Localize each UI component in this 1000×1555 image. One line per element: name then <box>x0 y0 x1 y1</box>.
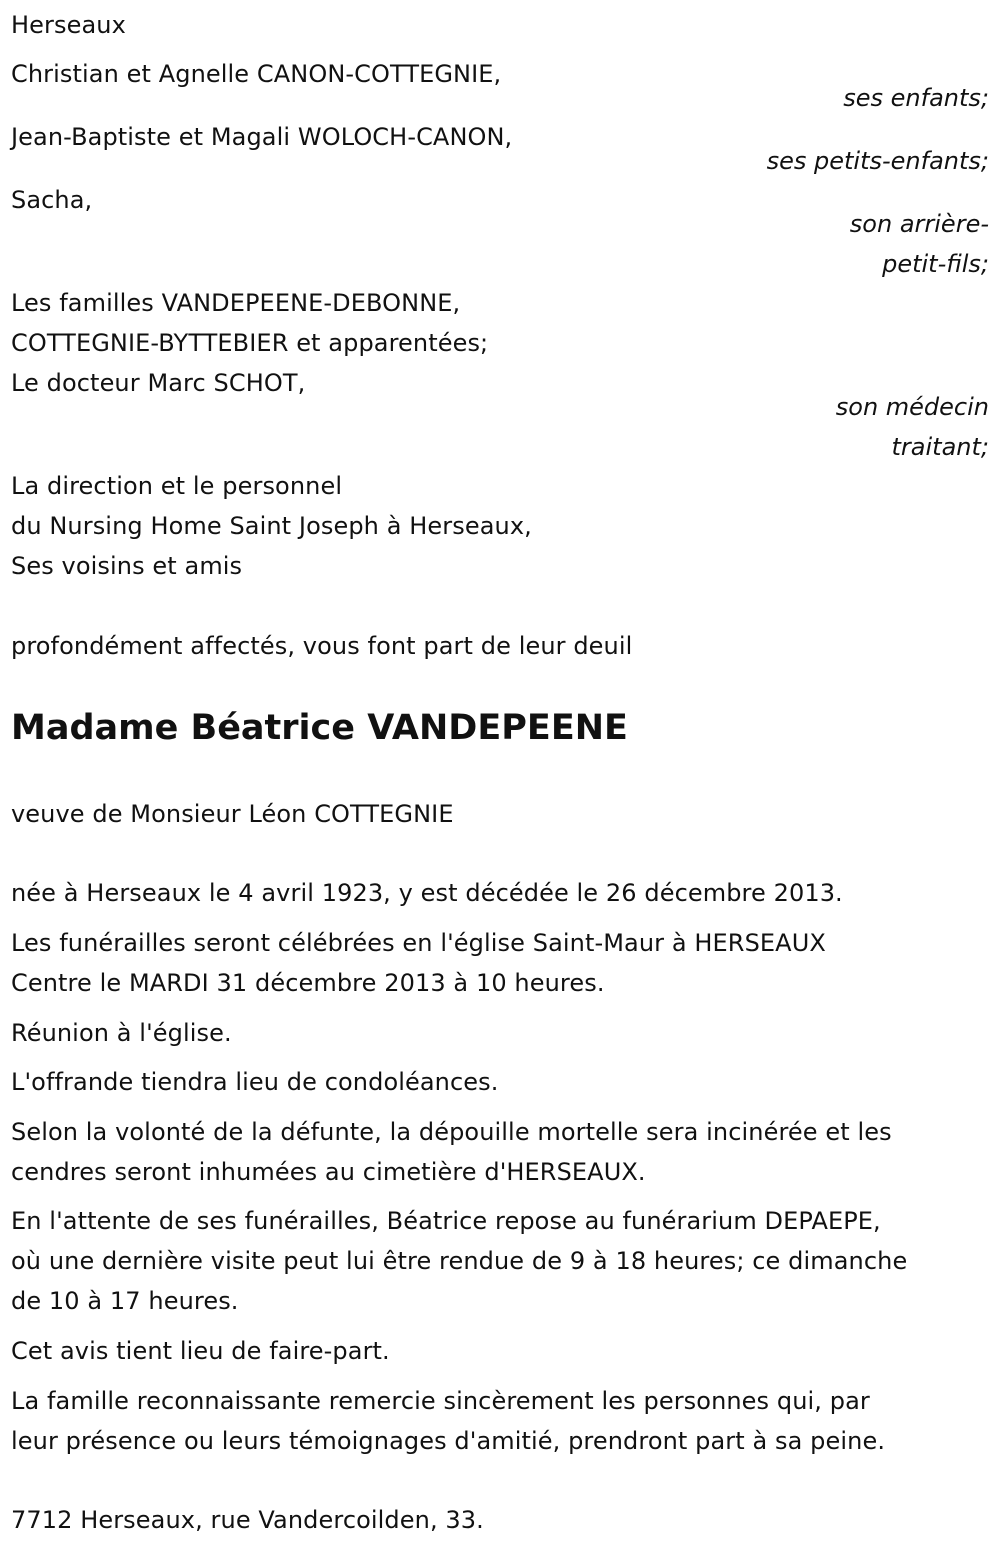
notice: Cet avis tient lieu de faire-part. <box>11 1337 390 1365</box>
announcement: profondément affectés, vous font part de leur deuil <box>11 632 633 660</box>
funeral-line-1: Les funérailles seront célébrées en l'église Saint-Maur à HERSEAUX <box>11 929 826 957</box>
children-relation: ses enfants; <box>843 84 989 112</box>
birth-death: née à Herseaux le 4 avril 1923, y est décédée le 26 décembre 2013. <box>11 879 843 907</box>
doctor-relation-line1: son médecin <box>835 393 989 421</box>
address: 7712 Herseaux, rue Vandercoilden, 33. <box>11 1506 484 1534</box>
deceased-name: Madame Béatrice VANDEPEENE <box>11 708 628 748</box>
thanks-line-1: La famille reconnaissante remercie sincèrement les personnes qui, par <box>11 1387 870 1415</box>
cremation-line-2: cendres seront inhumées au cimetière d'HERSEAUX. <box>11 1158 646 1186</box>
visitation-line-1: En l'attente de ses funérailles, Béatrice repose au funérarium DEPAEPE, <box>11 1207 881 1235</box>
families-line-2: COTTEGNIE-BYTTEBIER et apparentées; <box>11 329 489 357</box>
cremation-line-1: Selon la volonté de la défunte, la dépouille mortelle sera incinérée et les <box>11 1118 892 1146</box>
doctor-relation-line2: traitant; <box>891 433 989 461</box>
others-line-3: Ses voisins et amis <box>11 552 243 580</box>
families-line-1: Les familles VANDEPEENE-DEBONNE, <box>11 289 461 317</box>
children-names: Christian et Agnelle CANON-COTTEGNIE, <box>11 60 502 88</box>
meeting: Réunion à l'église. <box>11 1019 232 1047</box>
place-heading: Herseaux <box>11 11 126 39</box>
grandchildren-relation: ses petits-enfants; <box>766 147 989 175</box>
grandchildren-names: Jean-Baptiste et Magali WOLOCH-CANON, <box>11 123 513 151</box>
great-grandson-relation-line2: petit-fils; <box>882 250 989 278</box>
doctor-names: Le docteur Marc SCHOT, <box>11 369 306 397</box>
great-grandson-names: Sacha, <box>11 186 93 214</box>
visitation-line-2: où une dernière visite peut lui être rendue de 9 à 18 heures; ce dimanche <box>11 1247 908 1275</box>
great-grandson-relation-line1: son arrière- <box>849 210 989 238</box>
others-line-1: La direction et le personnel <box>11 472 343 500</box>
funeral-line-2: Centre le MARDI 31 décembre 2013 à 10 heures. <box>11 969 605 997</box>
widow-of: veuve de Monsieur Léon COTTEGNIE <box>11 800 454 828</box>
visitation-line-3: de 10 à 17 heures. <box>11 1287 239 1315</box>
thanks-line-2: leur présence ou leurs témoignages d'amitié, prendront part à sa peine. <box>11 1427 886 1455</box>
others-line-2: du Nursing Home Saint Joseph à Herseaux, <box>11 512 532 540</box>
offering: L'offrande tiendra lieu de condoléances. <box>11 1068 499 1096</box>
